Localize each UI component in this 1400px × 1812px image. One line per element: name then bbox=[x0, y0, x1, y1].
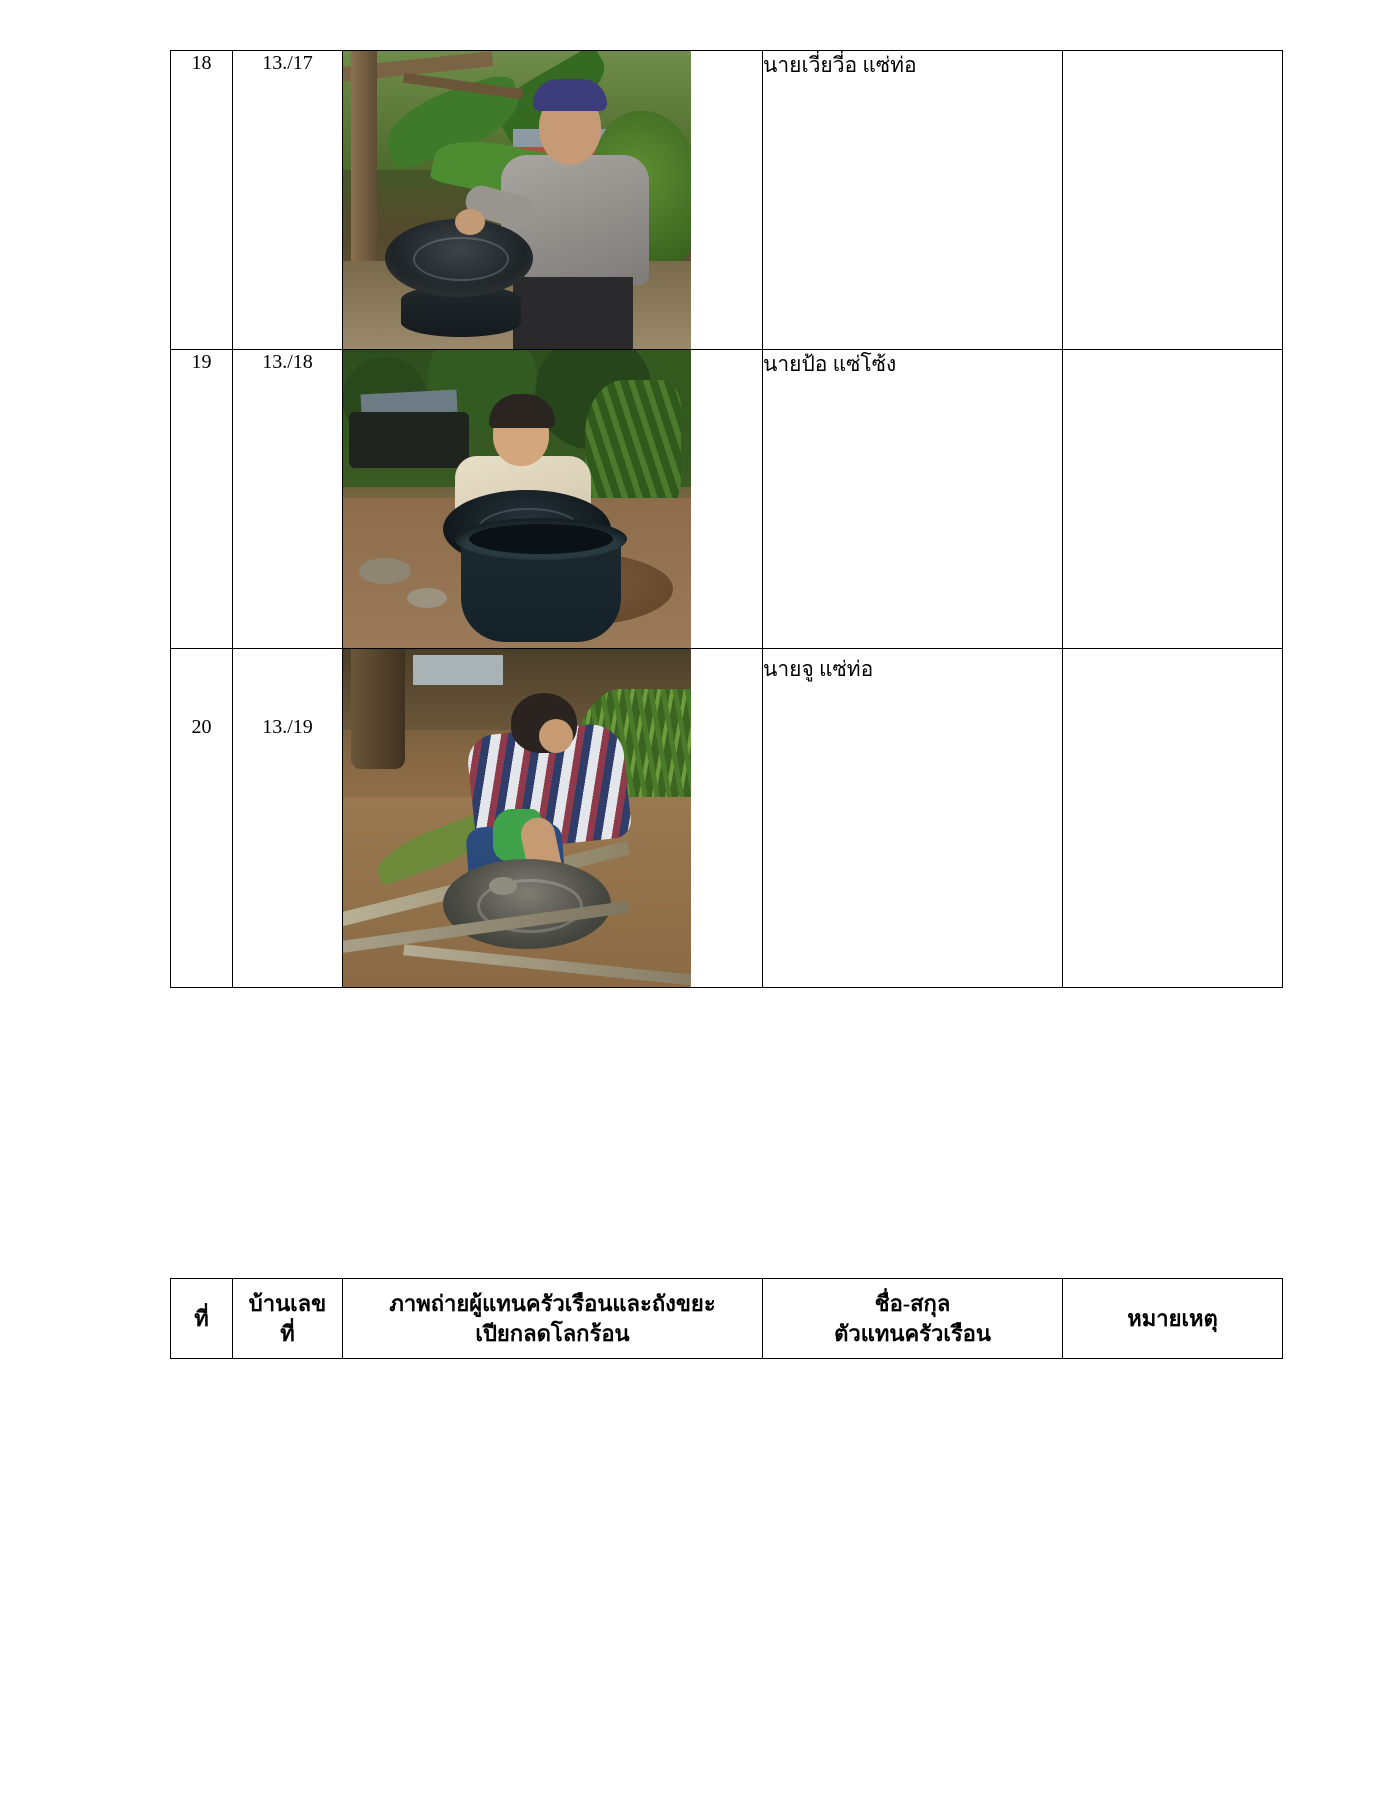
photo-person-pants bbox=[513, 277, 633, 349]
photo-rock bbox=[407, 588, 447, 608]
photo-shadow-area bbox=[349, 412, 469, 468]
header-name bbox=[763, 1279, 1063, 1359]
note-cell bbox=[1063, 649, 1283, 988]
photo-person-hand bbox=[455, 209, 485, 235]
photo-household-19 bbox=[343, 350, 691, 648]
note-cell bbox=[1063, 350, 1283, 649]
photo-post bbox=[351, 51, 377, 286]
photo-household-18 bbox=[343, 51, 691, 349]
header-name-line2: ตัวแทนครัวเรือน bbox=[834, 1320, 991, 1346]
photo-cell bbox=[343, 51, 763, 350]
house-number-cell: 13./17 bbox=[233, 51, 343, 350]
header-row bbox=[171, 1279, 1283, 1359]
photo-person-face bbox=[539, 719, 573, 753]
photo-bin-lid bbox=[443, 859, 611, 949]
table-row bbox=[171, 51, 1283, 350]
photo-person-hat bbox=[533, 79, 607, 111]
header-house-no-line2: ที่ bbox=[280, 1320, 295, 1346]
row-index-cell: 18 bbox=[171, 51, 233, 350]
photo-cell bbox=[343, 350, 763, 649]
photo-bin-interior bbox=[469, 524, 613, 554]
header-house-no-line1: บ้านเลข bbox=[248, 1291, 327, 1316]
header-photo bbox=[343, 1279, 763, 1359]
photo-household-20 bbox=[343, 649, 691, 987]
house-number-cell: 13./18 bbox=[233, 350, 343, 649]
header-house-no bbox=[233, 1279, 343, 1359]
photo-lid-knob bbox=[489, 877, 517, 895]
representative-name-cell: นายป้อ แซ่โซ้ง bbox=[763, 350, 1063, 649]
photo-rock bbox=[359, 558, 411, 584]
household-photo-table bbox=[170, 50, 1283, 988]
header-note: หมายเหตุ bbox=[1063, 1279, 1283, 1359]
row-index-cell: 19 bbox=[171, 350, 233, 649]
house-number-cell: 13./19 bbox=[233, 649, 343, 988]
table-header-legend bbox=[170, 1278, 1283, 1359]
table-row bbox=[171, 649, 1283, 988]
photo-cell bbox=[343, 649, 763, 988]
representative-name-cell: นายจู แซ่ท่อ bbox=[763, 649, 1063, 988]
header-no: ที่ bbox=[171, 1279, 233, 1359]
header-photo-line2: เปียกลดโลกร้อน bbox=[475, 1320, 630, 1346]
header-name-line1: ชื่อ-สกุล bbox=[874, 1291, 951, 1316]
note-cell bbox=[1063, 51, 1283, 350]
photo-tree-trunk bbox=[351, 649, 405, 769]
representative-name-cell: นายเวี่ยวี่อ แซ่ท่อ bbox=[763, 51, 1063, 350]
photo-wall bbox=[413, 655, 503, 685]
row-index-cell: 20 bbox=[171, 649, 233, 988]
header-photo-line1: ภาพถ่ายผู้แทนครัวเรือนและถังขยะ bbox=[389, 1291, 716, 1316]
table-row bbox=[171, 350, 1283, 649]
